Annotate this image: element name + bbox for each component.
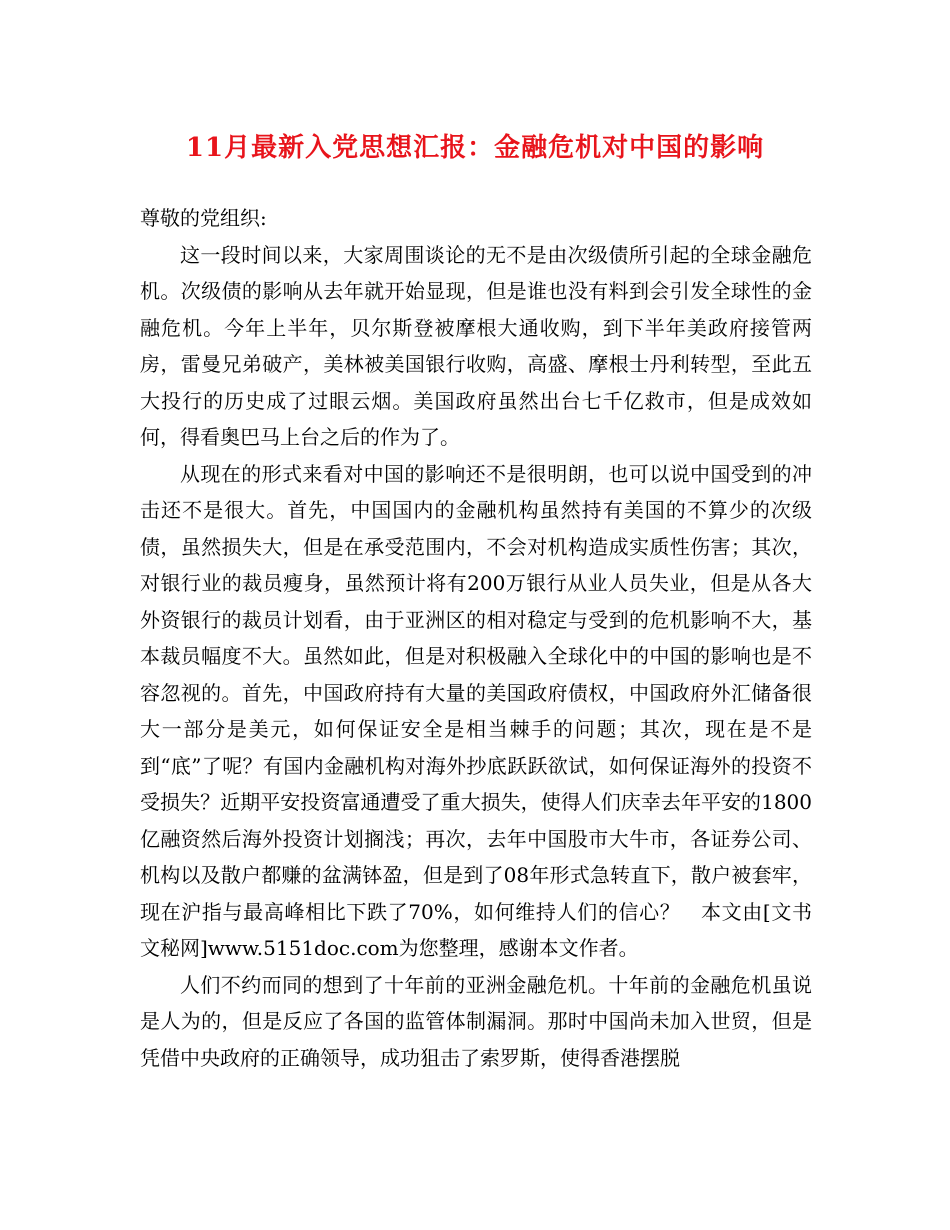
paragraph-3: 人们不约而同的想到了十年前的亚洲金融危机。十年前的金融危机虽说是人为的，但是反应了各国的监管体制漏洞。那时中国尚未加入世贸，但是凭借中央政府的正确领导，成功狙击了索罗斯，使得香港摆脱 xyxy=(140,972,812,1070)
paragraph-1: 这一段时间以来，大家周围谈论的无不是由次级债所引起的全球金融危机。次级债的影响从去年就开始显现，但是谁也没有料到会引发全球性的金融危机。今年上半年，贝尔斯登被摩根大通收购，到下半年美政府接管两房，雷曼兄弟破产，美林被美国银行收购，高盛、摩根士丹利转型，至此五大投行的历史成了过眼云烟。美国政府虽然出台七千亿救市，但是成效如何，得看奥巴马上台之后的作为了。 xyxy=(140,242,812,449)
document-body xyxy=(140,200,812,1076)
salutation: 尊敬的党组织: xyxy=(140,206,267,230)
paragraph-2: 从现在的形式来看对中国的影响还不是很明朗，也可以说中国受到的冲击还不是很大。首先，中国国内的金融机构虽然持有美国的不算少的次级债，虽然损失大，但是在承受范围内，不会对机构造成实质性伤害；其次，对银行业的裁员瘦身，虽然预计将有200万银行从业人员失业，但是从各大外资银行的裁员计划看，由于亚洲区的相对稳定与受到的危机影响不大，基本裁员幅度不大。虽然如此，但是对积极融入全球化中的中国的影响也是不容忽视的。首先，中国政府持有大量的美国政府债权，中国政府外汇储备很大一部分是美元，如何保证安全是相当棘手的问题；其次，现在是不是到“底”了呢？有国内金融机构对海外抄底跃跃欲试，如何保证海外的投资不受损失？近期平安投资富通遭受了重大损失，使得人们庆幸去年平安的1800亿融资然后海外投资计划搁浅；再次，去年中国股市大牛市，各证券公司、机构以及散户都赚的盆满钵盈，但是到了08年形式急转直下，散户被套牢，现在沪指与最高峰相比下跌了70%，如何维持人们的信心？ 本文由[文书文秘网]www.5151doc.com为您整理，感谢本文作者。 xyxy=(140,461,812,960)
document-title: 11月最新入党思想汇报：金融危机对中国的影响 xyxy=(185,133,765,163)
